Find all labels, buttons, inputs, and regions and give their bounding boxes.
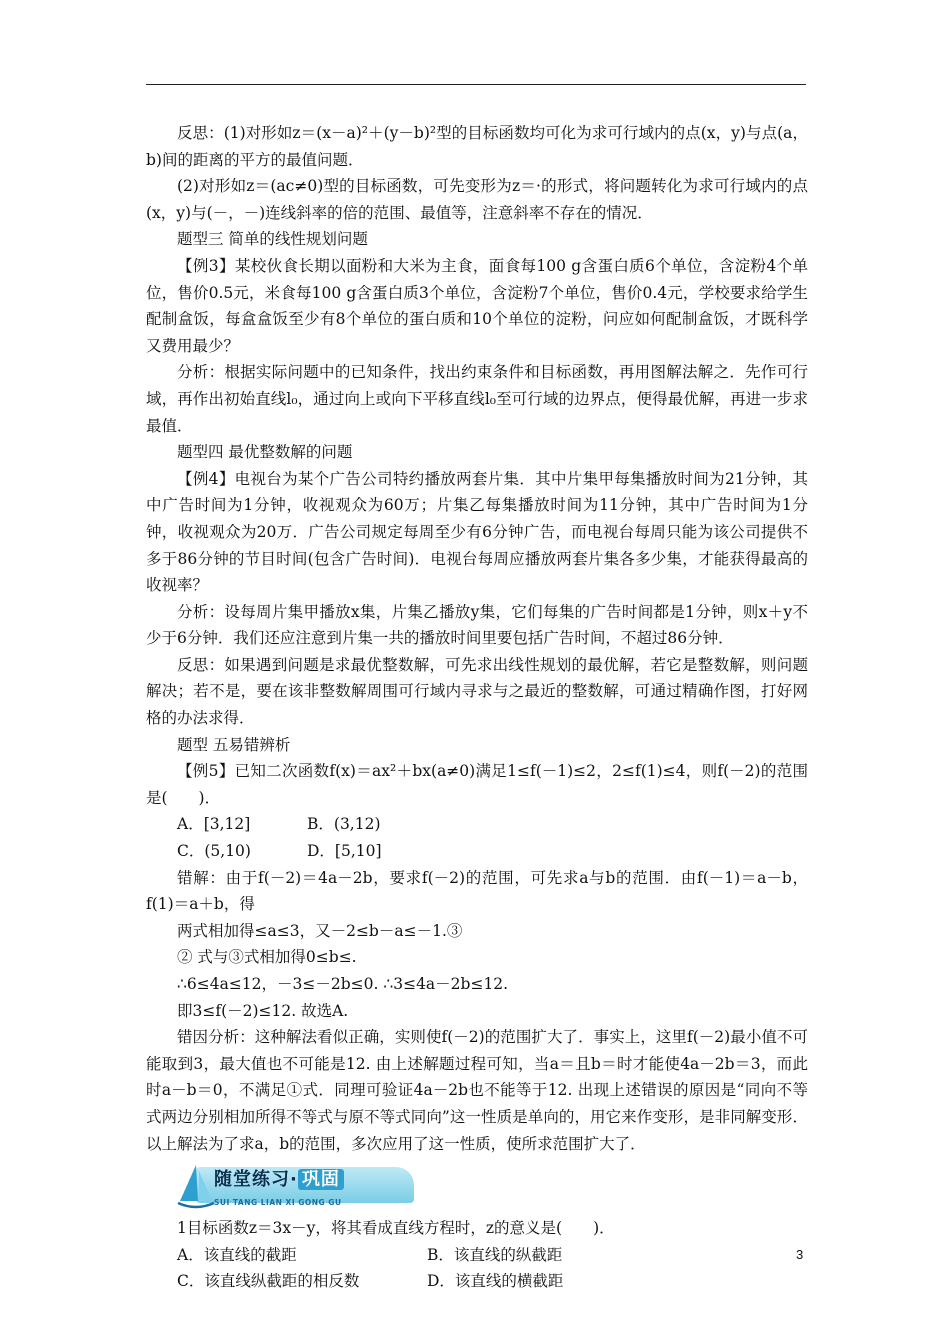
q1-option-a: A．该直线的截距	[177, 1245, 297, 1264]
practice-banner	[176, 1163, 416, 1211]
question-1-options-row-2	[146, 1268, 808, 1295]
wrong-solution-5: 即3≤f(－2)≤12. 故选A.	[177, 1001, 349, 1020]
error-cause-analysis: 错因分析：这种解法看似正确，实则使f(－2)的范围扩大了．事实上，这里f(－2)最小值不可能取到3，最大值也不可能是12. 由上述解题过程可知，当a＝且b＝时才能使4a－2b＝3，而此时a－b＝0，不满足①式．同理可验证4a－2b也不能等于12. 出现上述错误的原因是“同向不等式两边分别相加所得不等式与原不等式同向”这一性质是单向的，用它来作变形，是非同解变形．以上解法为了求a，b的范围，多次应用了这一性质，使所求范围扩大了．	[146, 1028, 808, 1153]
banner-accent: 巩固	[298, 1169, 344, 1190]
option-d: D．[5,10]	[307, 842, 382, 861]
q1-option-c: C．该直线纵截距的相反数	[177, 1272, 360, 1291]
sailboat-icon	[176, 1163, 216, 1211]
wrong-solution-4: ∴6≤4a≤12，－3≤－2b≤0. ∴3≤4a－2b≤12.	[177, 975, 509, 993]
q1-option-d: D．该直线的横截距	[427, 1272, 564, 1291]
question-1-options-row-1	[146, 1242, 808, 1269]
wrong-solution-2: 两式相加得≤a≤3，又－2≤b－a≤－1.③	[177, 921, 463, 940]
document-body	[146, 120, 808, 1295]
option-a: A．[3,12]	[177, 815, 251, 834]
option-c: C．(5,10)	[177, 842, 251, 861]
example-5-options-row-2	[146, 838, 808, 865]
banner-title: 随堂练习· 巩固	[214, 1167, 344, 1194]
analysis-3: 分析：根据实际问题中的已知条件，找出约束条件和目标函数，再用图解法解之．先作可行域，再作出初始直线l₀，通过向上或向下平移直线l₀至可行域的边界点，便得最优解，再进一步求最值．	[146, 363, 808, 435]
example-5-options-row-1	[146, 811, 808, 838]
section-heading-4: 题型四 最优整数解的问题	[177, 443, 353, 462]
example-3: 【例3】某校伙食长期以面粉和大米为主食，面食每100 g含蛋白质6个单位，含淀粉4个单位，售价0.5元，米食每100 g含蛋白质3个单位，含淀粉7个单位，售价0.4元，学校要求给学生配制盒饭，每盒盒饭至少有8个单位的蛋白质和10个单位的淀粉，问应如何配制盒饭，才既科学又费用最少？	[146, 256, 808, 355]
page-number: 3	[796, 1247, 804, 1262]
wrong-solution-3: ② 式与③式相加得0≤b≤.	[177, 948, 357, 967]
option-b: B．(3,12)	[307, 815, 381, 834]
question-1: 1目标函数z＝3x－y，将其看成直线方程时，z的意义是( )．	[177, 1219, 615, 1238]
example-5: 【例5】已知二次函数f(x)＝ax²＋bx(a≠0)满足1≤f(－1)≤2，2≤f(1)≤4，则f(－2)的范围是( )．	[146, 762, 808, 807]
banner-pinyin: SUI TANG LIAN XI GONG GU	[214, 1198, 342, 1208]
wrong-solution-1: 错解：由于f(－2)＝4a－2b，要求f(－2)的范围，可先求a与b的范围．由f(－1)＝a－b，f(1)＝a＋b，得	[146, 868, 808, 914]
reflection-1: 反思：(1)对形如z＝(x－a)²＋(y－b)²型的目标函数均可化为求可行域内的点(x，y)与点(a，b)间的距离的平方的最值问题．	[146, 124, 808, 169]
analysis-4: 分析：设每周片集甲播放x集，片集乙播放y集，它们每集的广告时间都是1分钟，则x＋y不少于6分钟．我们还应注意到片集一共的播放时间里要包括广告时间，不超过86分钟．	[146, 602, 808, 648]
section-heading-3: 题型三 简单的线性规划问题	[177, 230, 368, 249]
reflection-4: 反思：如果遇到问题是求最优整数解，可先求出线性规划的最优解，若它是整数解，则问题解决；若不是，要在该非整数解周围可行域内寻求与之最近的整数解，可通过精确作图，打好网格的办法求得．	[146, 655, 808, 728]
q1-option-b: B．该直线的纵截距	[427, 1245, 563, 1264]
section-heading-5: 题型 五易错辨析	[177, 735, 291, 754]
example-4: 【例4】电视台为某个广告公司特约播放两套片集．其中片集甲每集播放时间为21分钟，其中广告时间为1分钟，收视观众为60万；片集乙每集播放时间为11分钟，其中广告时间为1分钟，收视观众为20万．广告公司规定每周至少有6分钟广告，而电视台每周只能为该公司提供不多于86分钟的节目时间(包含广告时间)．电视台每周应播放两套片集各多少集，才能获得最高的收视率？	[146, 469, 808, 595]
header-rule	[146, 84, 806, 85]
reflection-2: (2)对形如z＝(ac≠0)型的目标函数，可先变形为z＝·的形式，将问题转化为求可行域内的点(x，y)与(－，－)连线斜率的倍的范围、最值等，注意斜率不存在的情况．	[146, 177, 808, 222]
